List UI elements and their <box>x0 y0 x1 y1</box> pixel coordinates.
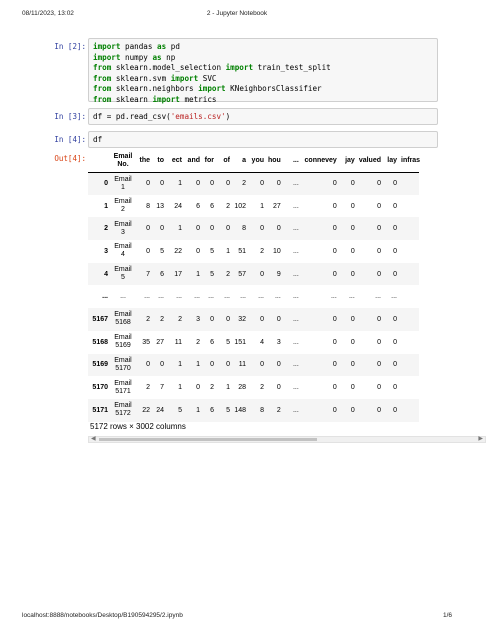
table-cell: ... <box>292 361 299 369</box>
table-cell-truncated <box>399 331 419 354</box>
row-index: 5170 <box>92 384 108 392</box>
table-cell: 1 <box>178 384 182 392</box>
code-line <box>93 63 433 74</box>
code-text: np <box>161 52 176 62</box>
table-row <box>88 285 419 308</box>
scrollbar-thumb[interactable] <box>99 438 317 441</box>
table-cell: 0 <box>393 270 398 278</box>
table-row <box>88 331 419 354</box>
table-cell: 0 <box>276 384 281 392</box>
table-cell: 0 <box>210 315 214 323</box>
code-text: train_test_split <box>253 63 331 73</box>
table-cell-truncated <box>399 240 419 263</box>
table-cell: 0 <box>350 270 355 278</box>
table-cell: 22 <box>142 406 150 414</box>
code-text: pd <box>166 42 180 51</box>
column-header: hou <box>266 150 283 172</box>
cell-prompt: In [4]: <box>54 135 86 144</box>
code-string: 'emails.csv' <box>170 112 226 121</box>
table-cell: 0 <box>160 361 164 369</box>
table-cell: 102 <box>234 202 246 210</box>
email-cell: Email 3 <box>114 220 132 236</box>
code-text: sklearn.model_selection <box>111 63 226 73</box>
table-cell: 2 <box>160 315 164 323</box>
table-cell: ... <box>292 270 299 278</box>
column-header: jay <box>339 150 357 172</box>
table-cell: ... <box>292 202 299 210</box>
email-cell: Email 5168 <box>114 311 132 327</box>
code-keyword: as <box>157 42 167 51</box>
horizontal-scrollbar[interactable] <box>88 436 486 443</box>
table-cell: 11 <box>174 338 182 346</box>
table-row <box>88 217 419 240</box>
table-cell: 2 <box>276 406 281 414</box>
table-cell: 5 <box>210 270 214 278</box>
table-cell: 0 <box>146 180 150 188</box>
print-header <box>22 10 452 20</box>
print-datetime: 08/11/2023, 13:02 <box>22 10 74 17</box>
table-cell: 0 <box>260 270 264 278</box>
code-line <box>93 95 433 106</box>
code-keyword: import <box>152 94 180 104</box>
table-cell: 4 <box>260 338 264 346</box>
dataframe-shape: 5172 rows × 3002 columns <box>90 422 186 431</box>
table-cell: 0 <box>332 315 337 323</box>
column-header: ect <box>166 150 184 172</box>
email-cell: Email 5172 <box>114 402 132 418</box>
table-cell-truncated <box>399 263 419 286</box>
code-line <box>93 84 433 95</box>
table-cell: 0 <box>350 202 355 210</box>
dataframe-output <box>88 150 478 422</box>
table-cell-truncated <box>399 172 419 195</box>
code-keyword: from <box>93 73 112 83</box>
table-cell: ... <box>240 293 246 301</box>
row-index: 5171 <box>92 406 108 414</box>
table-cell: 0 <box>393 315 398 323</box>
row-index: 5167 <box>92 315 108 323</box>
table-cell: 1 <box>260 202 264 210</box>
table-cell: 0 <box>276 180 281 188</box>
table-cell: 0 <box>350 384 355 392</box>
print-footer <box>22 612 452 622</box>
table-cell: 0 <box>160 225 164 233</box>
table-cell: 28 <box>238 384 246 392</box>
code-keyword: from <box>93 63 112 73</box>
table-row <box>88 172 419 195</box>
row-index: 5169 <box>92 361 108 369</box>
table-cell: 2 <box>242 180 246 188</box>
dataframe-table <box>88 150 419 422</box>
code-keyword: import <box>93 42 121 51</box>
table-cell: ... <box>375 293 382 301</box>
table-cell: 0 <box>393 180 398 188</box>
table-cell: 0 <box>210 225 214 233</box>
code-text: df <box>93 135 103 144</box>
column-header: infras <box>399 150 419 172</box>
table-cell: 0 <box>393 361 398 369</box>
table-cell: 0 <box>393 406 398 414</box>
table-cell: 1 <box>196 406 200 414</box>
table-cell: 0 <box>377 338 382 346</box>
table-cell: ... <box>330 293 337 301</box>
table-cell: 0 <box>196 225 200 233</box>
email-cell: Email 5171 <box>114 379 132 395</box>
code-text: SVC <box>198 73 217 83</box>
table-cell: 0 <box>332 406 337 414</box>
code-text: sklearn.svm <box>111 73 171 83</box>
table-cell: 0 <box>393 202 398 210</box>
email-cell: Email 5170 <box>114 356 132 372</box>
table-cell: 7 <box>160 384 164 392</box>
column-header: to <box>152 150 166 172</box>
table-cell: 2 <box>196 338 200 346</box>
table-cell: ... <box>292 315 299 323</box>
code-text: KNeighborsClassifier <box>225 84 322 94</box>
column-header: a <box>232 150 248 172</box>
cell-prompt: In [3]: <box>54 112 86 121</box>
code-input[interactable] <box>88 108 438 125</box>
table-cell-truncated <box>399 195 419 218</box>
table-cell: 0 <box>226 225 230 233</box>
table-cell: 1 <box>178 225 182 233</box>
email-cell: Email 2 <box>114 198 132 214</box>
table-cell: 0 <box>350 338 355 346</box>
table-cell: ... <box>208 293 214 301</box>
table-cell: 0 <box>146 361 150 369</box>
table-cell: 7 <box>146 270 150 278</box>
print-url: localhost:8888/notebooks/Desktop/B190594295/2.ipynb <box>22 612 183 619</box>
table-cell: 10 <box>273 247 281 255</box>
table-cell: 8 <box>146 202 150 210</box>
email-cell: ... <box>120 292 126 300</box>
table-cell: ... <box>274 293 281 301</box>
email-cell: Email 4 <box>114 243 132 259</box>
table-cell: 5 <box>210 247 214 255</box>
table-cell: 0 <box>350 361 355 369</box>
table-cell: 0 <box>377 361 382 369</box>
table-cell: 0 <box>260 361 264 369</box>
code-input[interactable] <box>88 131 438 148</box>
table-cell: 2 <box>146 384 150 392</box>
table-cell: 0 <box>393 384 398 392</box>
table-cell: 0 <box>260 180 264 188</box>
column-header: lay <box>383 150 399 172</box>
table-cell-truncated <box>399 399 419 422</box>
table-cell: 0 <box>332 338 337 346</box>
table-cell: 6 <box>196 202 200 210</box>
table-cell: 0 <box>160 180 164 188</box>
table-cell: 1 <box>196 270 200 278</box>
table-cell: 0 <box>377 315 382 323</box>
column-header: for <box>202 150 216 172</box>
table-cell: 9 <box>276 270 281 278</box>
column-header: you <box>248 150 266 172</box>
table-cell: 148 <box>234 406 246 414</box>
column-header: Email No. <box>110 150 136 172</box>
code-line <box>93 135 433 146</box>
output-cell <box>48 150 483 450</box>
email-cell: Email 5 <box>114 266 132 282</box>
code-keyword: as <box>152 52 162 62</box>
table-cell: ... <box>292 247 299 255</box>
row-index: 5168 <box>92 338 108 346</box>
code-keyword: import <box>170 73 199 83</box>
table-cell: ... <box>144 293 150 301</box>
table-cell: 2 <box>260 247 264 255</box>
table-header-row <box>88 150 419 172</box>
column-header: the <box>136 150 152 172</box>
table-cell-truncated <box>399 354 419 377</box>
table-row <box>88 195 419 218</box>
code-keyword: import <box>93 52 121 62</box>
table-cell: 0 <box>350 406 355 414</box>
table-cell: ... <box>348 293 355 301</box>
table-cell: 2 <box>146 315 150 323</box>
code-text: pandas <box>120 42 158 51</box>
table-cell: 11 <box>238 361 246 369</box>
row-index: 4 <box>104 270 108 278</box>
table-cell: 35 <box>142 338 150 346</box>
table-cell: 0 <box>226 180 230 188</box>
column-header: ... <box>283 150 301 172</box>
output-prompt: Out[4]: <box>54 154 86 163</box>
table-cell: 1 <box>226 384 230 392</box>
table-cell: ... <box>194 293 200 301</box>
table-row <box>88 263 419 286</box>
table-row <box>88 399 419 422</box>
table-cell: ... <box>292 384 299 392</box>
table-cell: 0 <box>210 180 214 188</box>
table-cell: 8 <box>260 406 264 414</box>
page-number: 1/6 <box>442 612 452 619</box>
table-cell: 0 <box>276 361 281 369</box>
table-row <box>88 354 419 377</box>
table-cell: 6 <box>210 202 214 210</box>
table-cell: 0 <box>226 315 230 323</box>
table-cell: 0 <box>350 247 355 255</box>
code-text: sklearn <box>111 94 153 104</box>
table-cell: ... <box>391 293 398 301</box>
code-keyword: from <box>93 84 112 94</box>
table-cell: 0 <box>196 247 200 255</box>
table-cell: 2 <box>260 384 264 392</box>
column-header: of <box>216 150 232 172</box>
table-cell-truncated <box>399 308 419 331</box>
print-title: 2 - Jupyter Notebook <box>206 10 268 17</box>
table-cell: 0 <box>276 315 281 323</box>
table-cell: ... <box>258 293 264 301</box>
table-cell: 0 <box>377 384 382 392</box>
table-cell: 0 <box>146 247 150 255</box>
table-cell: ... <box>292 338 299 346</box>
table-cell: 51 <box>238 247 246 255</box>
code-keyword: from <box>93 94 112 104</box>
table-cell: 0 <box>332 384 337 392</box>
code-keyword: import <box>198 84 226 94</box>
table-cell: 24 <box>156 406 164 414</box>
column-header: and <box>184 150 202 172</box>
table-cell: 8 <box>242 225 246 233</box>
table-cell: 0 <box>393 225 398 233</box>
table-cell: 0 <box>377 406 382 414</box>
code-cell-df[interactable] <box>48 131 438 148</box>
table-cell: 2 <box>178 315 182 323</box>
table-cell: 27 <box>156 338 164 346</box>
table-cell: 0 <box>210 361 214 369</box>
table-cell: 151 <box>234 338 246 346</box>
table-row <box>88 240 419 263</box>
table-cell-truncated <box>399 217 419 240</box>
table-cell: 0 <box>377 202 382 210</box>
table-cell: 1 <box>196 361 200 369</box>
table-cell: 0 <box>332 247 337 255</box>
table-cell: 0 <box>260 315 264 323</box>
table-cell: 0 <box>393 247 398 255</box>
code-keyword: import <box>225 63 254 73</box>
table-cell: 0 <box>146 225 150 233</box>
table-row <box>88 308 419 331</box>
table-cell: 5 <box>178 406 182 414</box>
table-cell: 13 <box>156 202 164 210</box>
column-header: valued <box>357 150 383 172</box>
row-index: 3 <box>104 247 108 255</box>
code-text: df = pd.read_csv( <box>93 112 171 121</box>
table-cell: 0 <box>377 225 382 233</box>
table-cell: 0 <box>260 225 264 233</box>
table-cell: 1 <box>178 361 182 369</box>
email-cell: Email 5169 <box>114 334 132 350</box>
code-text: ) <box>225 112 231 121</box>
code-cell-read-csv[interactable] <box>48 108 438 125</box>
table-cell: 3 <box>276 338 281 346</box>
table-cell: ... <box>292 225 299 233</box>
table-cell: 1 <box>178 180 182 188</box>
table-cell: 0 <box>393 338 398 346</box>
table-cell: 5 <box>226 406 230 414</box>
table-cell: ... <box>176 293 182 301</box>
table-cell: 24 <box>174 202 182 210</box>
table-cell: 0 <box>350 225 355 233</box>
table-cell: 2 <box>226 270 230 278</box>
table-cell: ... <box>292 293 299 301</box>
table-cell: 0 <box>196 384 200 392</box>
table-cell: 6 <box>210 406 214 414</box>
table-cell-truncated <box>399 376 419 399</box>
table-cell: 0 <box>377 270 382 278</box>
code-line <box>93 112 433 123</box>
table-cell: ... <box>158 293 164 301</box>
table-cell: 22 <box>174 247 182 255</box>
cell-prompt: In [2]: <box>54 42 86 51</box>
row-index: ... <box>102 293 108 301</box>
code-line <box>93 42 433 53</box>
table-cell: ... <box>292 180 299 188</box>
table-cell: 5 <box>160 247 164 255</box>
row-index: 2 <box>104 225 108 233</box>
table-cell: 0 <box>332 180 337 188</box>
code-line <box>93 53 433 64</box>
table-cell: 0 <box>377 247 382 255</box>
table-cell: 0 <box>226 361 230 369</box>
code-text: sklearn.neighbors <box>111 84 199 94</box>
table-cell: 0 <box>332 270 337 278</box>
table-cell: 6 <box>210 338 214 346</box>
table-cell: 0 <box>377 180 382 188</box>
table-row <box>88 376 419 399</box>
table-cell: 6 <box>160 270 164 278</box>
table-cell: 32 <box>238 315 246 323</box>
table-cell: 17 <box>174 270 182 278</box>
table-cell: 2 <box>226 202 230 210</box>
code-text: metrics <box>179 94 217 104</box>
row-index: 1 <box>104 202 108 210</box>
code-line <box>93 74 433 85</box>
table-cell: ... <box>292 406 299 414</box>
scroll-right-arrow-icon[interactable]: ▶ <box>478 436 483 442</box>
column-header: connevey <box>301 150 339 172</box>
table-cell: 0 <box>332 361 337 369</box>
code-input[interactable] <box>88 38 438 102</box>
row-index: 0 <box>104 180 108 188</box>
table-cell: 0 <box>332 202 337 210</box>
table-cell: ... <box>224 293 230 301</box>
table-cell: 0 <box>276 225 281 233</box>
table-cell: 0 <box>196 180 200 188</box>
table-cell-truncated <box>399 285 419 308</box>
table-cell: 27 <box>273 202 281 210</box>
index-header <box>88 150 110 172</box>
table-cell: 1 <box>226 247 230 255</box>
scroll-left-arrow-icon[interactable]: ◀ <box>91 436 96 442</box>
table-cell: 0 <box>350 315 355 323</box>
code-text: numpy <box>120 52 153 62</box>
code-cell-imports[interactable] <box>48 38 438 102</box>
table-cell: 0 <box>350 180 355 188</box>
table-cell: 2 <box>210 384 214 392</box>
table-cell: 57 <box>238 270 246 278</box>
table-cell: 3 <box>196 315 200 323</box>
table-cell: 5 <box>226 338 230 346</box>
table-cell: 0 <box>332 225 337 233</box>
email-cell: Email 1 <box>114 175 132 191</box>
